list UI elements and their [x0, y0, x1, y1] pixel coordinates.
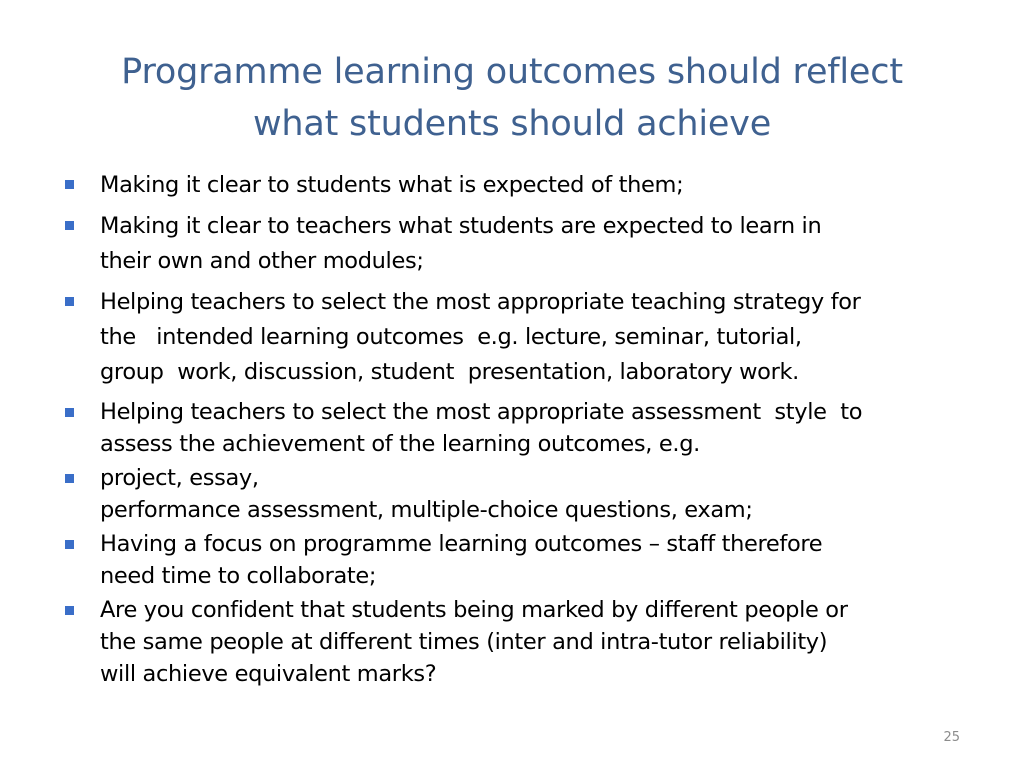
- bullet-line: Helping teachers to select the most appropriate teaching strategy for: [100, 289, 861, 315]
- bullet-line: project, essay,: [100, 465, 259, 491]
- bullet-item: [62, 396, 982, 460]
- bullet-item: [62, 594, 982, 690]
- bullet-line: group work, discussion, student presentation, laboratory work.: [100, 359, 799, 385]
- bullet-item: [62, 285, 982, 390]
- bullet-item: [62, 209, 982, 279]
- bullet-line: assess the achievement of the learning outcomes, e.g.: [100, 431, 700, 457]
- bullet-line: performance assessment, multiple-choice questions, exam;: [100, 497, 753, 523]
- bullet-line: their own and other modules;: [100, 248, 424, 274]
- bullet-line: need time to collaborate;: [100, 563, 377, 589]
- square-bullet-icon: [65, 408, 74, 417]
- slide-title: [40, 46, 984, 150]
- bullet-line: Helping teachers to select the most appropriate assessment style to: [100, 399, 863, 425]
- square-bullet-icon: [65, 297, 74, 306]
- page-number: 25: [943, 730, 960, 745]
- bullet-line: the intended learning outcomes e.g. lecture, seminar, tutorial,: [100, 324, 802, 350]
- bullet-list: [62, 168, 982, 696]
- bullet-line: will achieve equivalent marks?: [100, 661, 437, 687]
- bullet-line: Are you confident that students being marked by different people or: [100, 597, 848, 623]
- bullet-line: the same people at different times (inter and intra-tutor reliability): [100, 629, 828, 655]
- square-bullet-icon: [65, 606, 74, 615]
- bullet-line: Making it clear to teachers what students are expected to learn in: [100, 213, 822, 239]
- square-bullet-icon: [65, 221, 74, 230]
- square-bullet-icon: [65, 180, 74, 189]
- slide-title-line: Programme learning outcomes should reflect: [121, 52, 903, 92]
- square-bullet-icon: [65, 540, 74, 549]
- square-bullet-icon: [65, 474, 74, 483]
- bullet-item: [62, 168, 982, 203]
- bullet-line: Having a focus on programme learning outcomes – staff therefore: [100, 531, 823, 557]
- bullet-item: [62, 528, 982, 592]
- bullet-line: Making it clear to students what is expected of them;: [100, 172, 684, 198]
- bullet-item: [62, 462, 982, 526]
- slide-title-line: what students should achieve: [252, 104, 772, 144]
